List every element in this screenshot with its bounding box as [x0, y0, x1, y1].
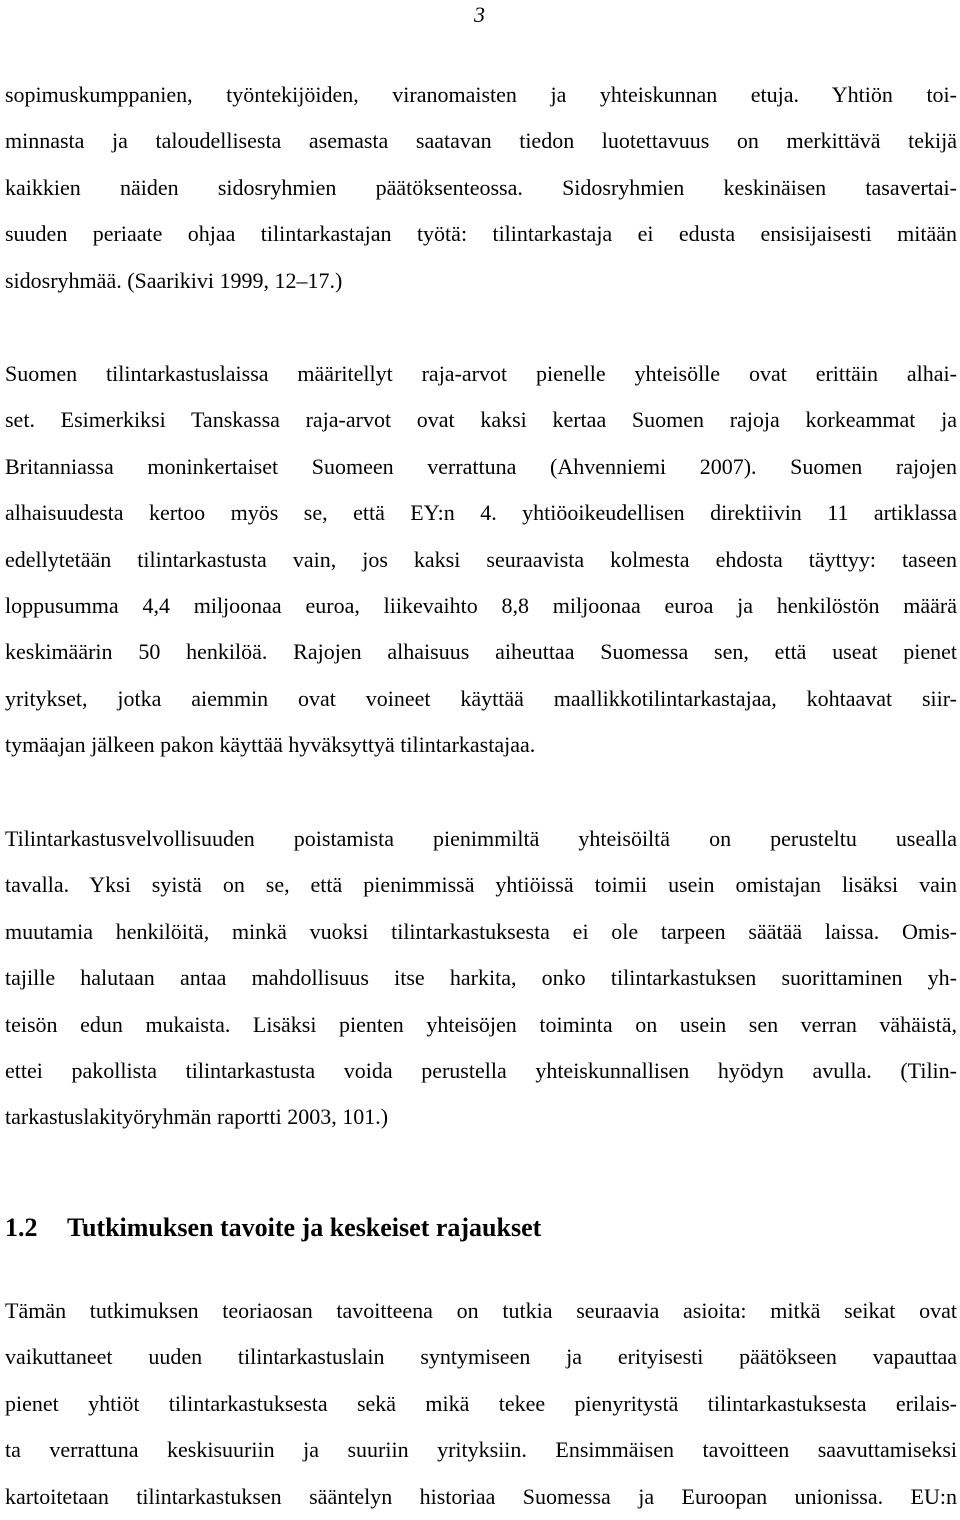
- section-title: Tutkimuksen tavoite ja keskeiset rajaukset: [67, 1213, 542, 1242]
- text-line: loppusumma 4,4 miljoonaa euroa, liikevaihto 8,8 miljoonaa euroa ja henkilöstön määrä: [5, 593, 957, 619]
- text-line: tarkastuslakityöryhmän raportti 2003, 101.): [5, 1104, 389, 1130]
- text-line: pienet yhtiöt tilintarkastuksesta sekä mikä tekee pienyritystä tilintarkastuksesta erilais-: [5, 1390, 957, 1416]
- text-line: alhaisuudesta kertoo myös se, että EY:n 4. yhtiöoikeudellisen direktiivin 11 artiklassa: [5, 500, 957, 526]
- section-heading: [5, 1208, 541, 1248]
- page-number: 3: [474, 2, 485, 27]
- text-line: suuden periaate ohjaa tilintarkastajan työtä: tilintarkastaja ei edusta ensisijaisesti mitään: [5, 221, 957, 247]
- text-line: teisön edun mukaista. Lisäksi pienten yhteisöjen toiminta on usein sen verran vähäistä,: [5, 1011, 957, 1037]
- text-line: tavalla. Yksi syistä on se, että pienimmissä yhtiöissä toimii usein omistajan lisäksi vain: [5, 872, 957, 898]
- paragraph-audit-obligation: [5, 816, 957, 1141]
- text-line: Britanniassa moninkertaiset Suomeen verrattuna (Ahvenniemi 2007). Suomen rajojen: [5, 453, 957, 479]
- paragraph-thresholds: [5, 351, 957, 769]
- text-line: set. Esimerkiksi Tanskassa raja-arvot ovat kaksi kertaa Suomen rajoja korkeammat ja: [5, 407, 957, 433]
- text-line: kartoitetaan tilintarkastuksen sääntelyn historiaa Suomessa ja Euroopan unionissa. EU:n: [5, 1483, 957, 1509]
- text-line: tajille halutaan antaa mahdollisuus itse harkita, onko tilintarkastuksen suorittaminen yh-: [5, 965, 957, 991]
- text-line: kaikkien näiden sidosryhmien päätöksenteossa. Sidosryhmien keskinäisen tasavertai-: [5, 174, 957, 200]
- text-line: edellytetään tilintarkastusta vain, jos kaksi seuraavista kolmesta ehdosta täyttyy: taseen: [5, 546, 957, 572]
- text-line: Tilintarkastusvelvollisuuden poistamista pienimmiltä yhteisöiltä on perusteltu usealla: [5, 826, 957, 851]
- text-line: keskimäärin 50 henkilöä. Rajojen alhaisuus aiheuttaa Suomessa sen, että useat pienet: [5, 639, 957, 665]
- text-line: minnasta ja taloudellisesta asemasta saatavan tiedon luotettavuus on merkittävä tekijä: [5, 128, 957, 154]
- section-number: 1.2: [5, 1213, 38, 1242]
- paragraph-research-goals: [5, 1288, 957, 1520]
- text-line: sidosryhmää. (Saarikivi 1999, 12–17.): [5, 267, 343, 293]
- text-line: Tämän tutkimuksen teoriaosan tavoitteena on tutkia seuraavia asioita: mitkä seikat ovat: [5, 1298, 957, 1323]
- text-line: ettei pakollista tilintarkastusta voida perustella yhteiskunnallisen hyödyn avulla. (Tilin-: [5, 1058, 957, 1084]
- text-line: Suomen tilintarkastuslaissa määritellyt raja-arvot pienelle yhteisölle ovat erittäin alhai-: [5, 361, 957, 386]
- paragraph-stakeholders: [5, 72, 957, 304]
- text-line: vaikuttaneet uuden tilintarkastuslain syntymiseen ja erityisesti päätökseen vapauttaa: [5, 1344, 957, 1370]
- text-line: yritykset, jotka aiemmin ovat voineet käyttää maallikkotilintarkastajaa, kohtaavat siir-: [5, 685, 957, 711]
- text-line: ta verrattuna keskisuuriin ja suuriin yrityksiin. Ensimmäisen tavoitteen saavuttamiseksi: [5, 1437, 957, 1463]
- text-line: sopimuskumppanien, työntekijöiden, viranomaisten ja yhteiskunnan etuja. Yhtiön toi-: [5, 82, 957, 107]
- text-line: tymäajan jälkeen pakon käyttää hyväksyttyä tilintarkastajaa.: [5, 732, 536, 758]
- text-line: muutamia henkilöitä, minkä vuoksi tilintarkastuksesta ei ole tarpeen säätää laissa. Omis-: [5, 918, 957, 944]
